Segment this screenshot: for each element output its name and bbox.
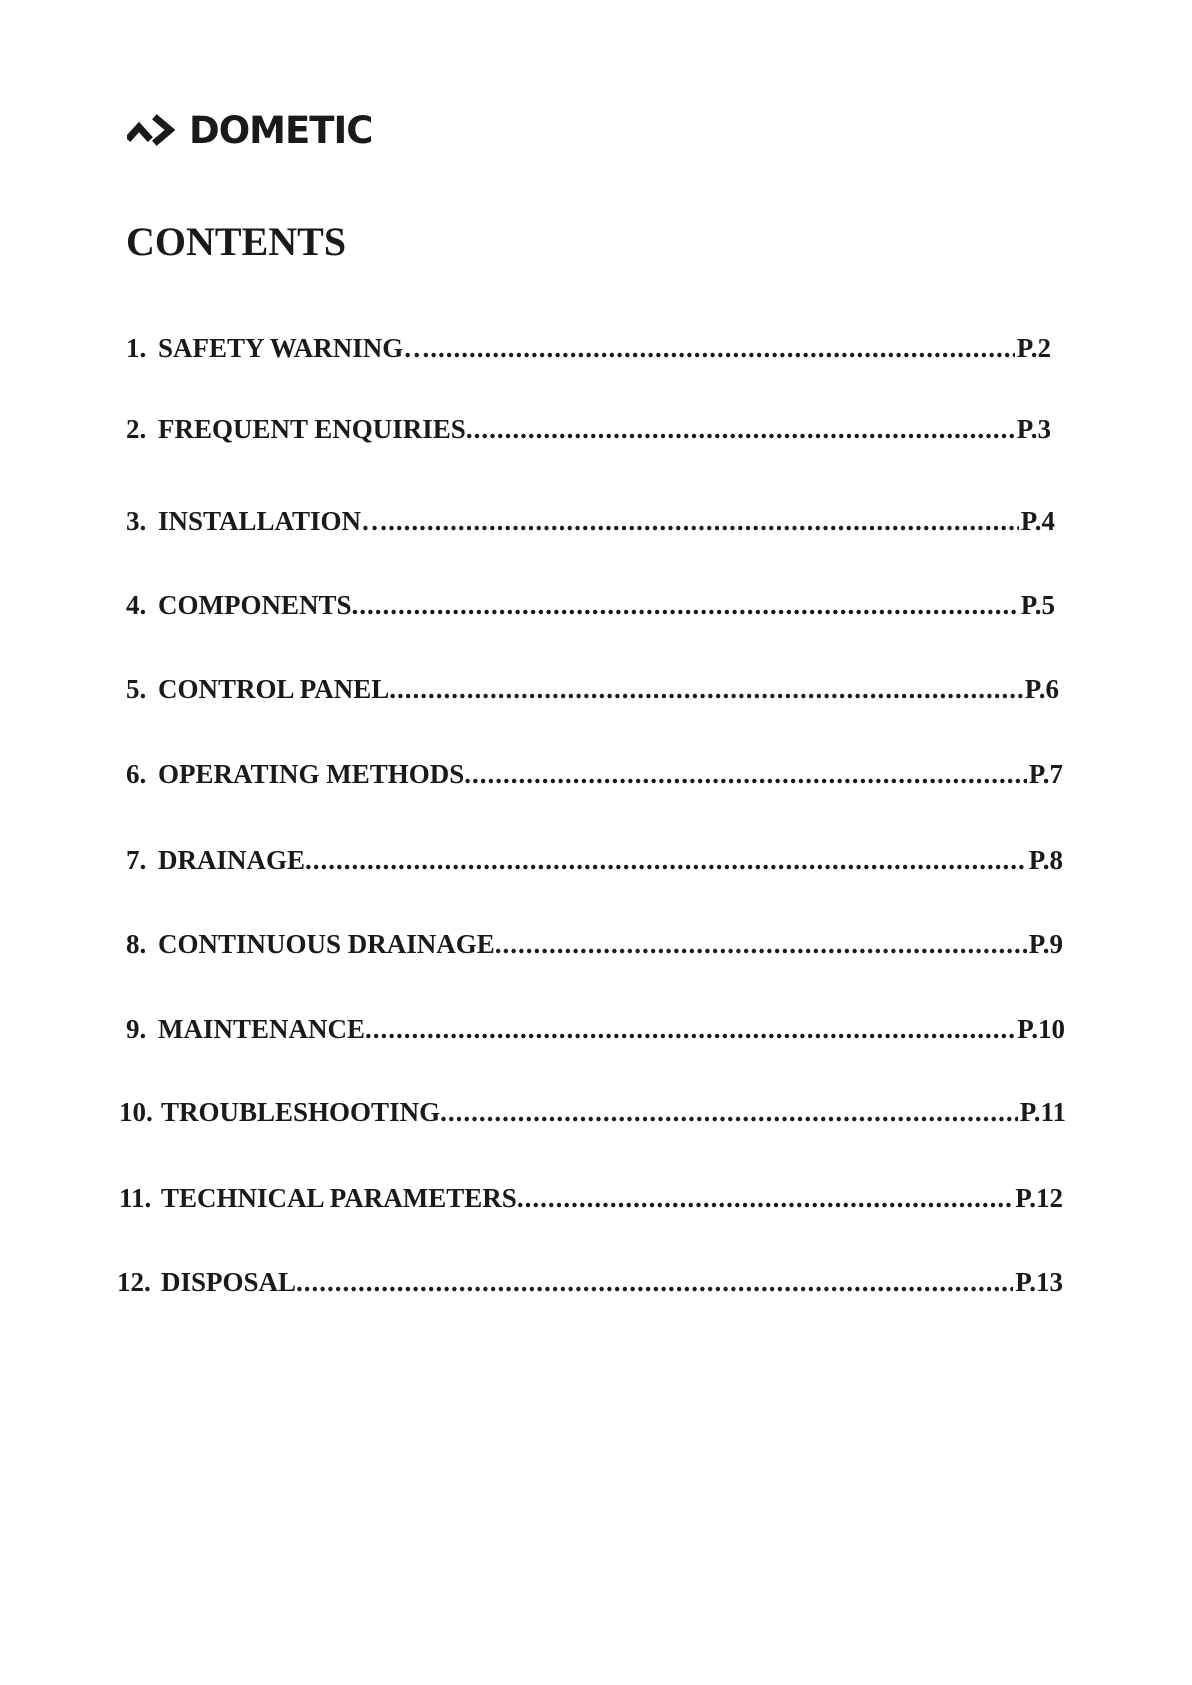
toc-dot-leader [517,1178,1013,1218]
toc-dot-leader [352,585,1019,625]
dometic-logo [127,110,372,150]
toc-entry-technical-parameters[interactable] [119,1178,1063,1218]
toc-page-number: P.5 [1020,590,1055,620]
toc-number: 2. [126,414,147,444]
toc-page-number: P.6 [1024,674,1059,704]
toc-page-number: P.3 [1016,414,1051,444]
toc-page-number: P.2 [1016,333,1051,363]
toc-dot-leader [296,1262,1013,1302]
toc-entry-frequent-enquiries[interactable] [126,409,1051,449]
toc-entry-drainage[interactable] [126,840,1063,880]
toc-dot-leader [430,328,1014,368]
toc-page-number: P.8 [1028,845,1063,875]
toc-number: 7. [126,845,147,875]
toc-label: FREQUENT ENQUIRIES [158,414,466,444]
toc-entry-control-panel[interactable] [126,669,1059,709]
toc-number: 3. [126,506,147,536]
toc-dot-leader [389,669,1022,709]
toc-page-number: P.9 [1028,929,1063,959]
toc-dot-leader [466,409,1015,449]
toc-label: COMPONENTS [158,590,352,620]
toc-entry-continuous-drainage[interactable] [126,924,1063,964]
toc-label: DISPOSAL [161,1267,297,1297]
toc-dot-leader [464,754,1026,794]
toc-number: 4. [126,590,147,620]
toc-dot-leader [388,501,1019,541]
toc-dot-leader [440,1092,1018,1132]
toc-entry-disposal[interactable] [117,1262,1063,1302]
toc-dot-leader [495,924,1027,964]
toc-number: 9. [126,1014,147,1044]
toc-dot-leader [365,1009,1015,1049]
toc-entry-operating-methods[interactable] [126,754,1063,794]
toc-page-number: P.4 [1020,506,1055,536]
toc-page-number: P.11 [1019,1097,1066,1127]
toc-number: 6. [126,759,147,789]
toc-label: MAINTENANCE [158,1014,366,1044]
toc-entry-installation[interactable] [126,501,1055,541]
toc-dot-leader [305,840,1027,880]
toc-entry-safety-warning[interactable] [126,328,1051,368]
toc-label: CONTROL PANEL [158,674,390,704]
toc-label: TROUBLESHOOTING [161,1097,441,1127]
brand-name: DOMETIC [189,108,373,152]
toc-label: CONTINUOUS DRAINAGE [158,929,495,959]
toc-label: OPERATING METHODS [158,759,465,789]
toc-page-number: P.10 [1017,1014,1065,1044]
toc-page-number: P.7 [1028,759,1063,789]
toc-entry-maintenance[interactable] [126,1009,1065,1049]
toc-number: 1. [126,333,147,363]
toc-number: 11. [119,1183,152,1213]
toc-label: SAFETY WARNING… [158,333,431,363]
toc-label: TECHNICAL PARAMETERS [161,1183,517,1213]
toc-entry-components[interactable] [126,585,1055,625]
toc-number: 10. [119,1097,153,1127]
dometic-chevron-logo-icon [127,113,187,147]
page-title: CONTENTS [126,219,347,264]
toc-entry-troubleshooting[interactable] [119,1092,1066,1132]
toc-page-number: P.13 [1015,1267,1063,1297]
toc-number: 8. [126,929,147,959]
toc-number: 5. [126,674,147,704]
toc-label: DRAINAGE [158,845,306,875]
toc-number: 12. [117,1267,151,1297]
toc-label: INSTALLATION… [158,506,389,536]
toc-page-number: P.12 [1015,1183,1063,1213]
